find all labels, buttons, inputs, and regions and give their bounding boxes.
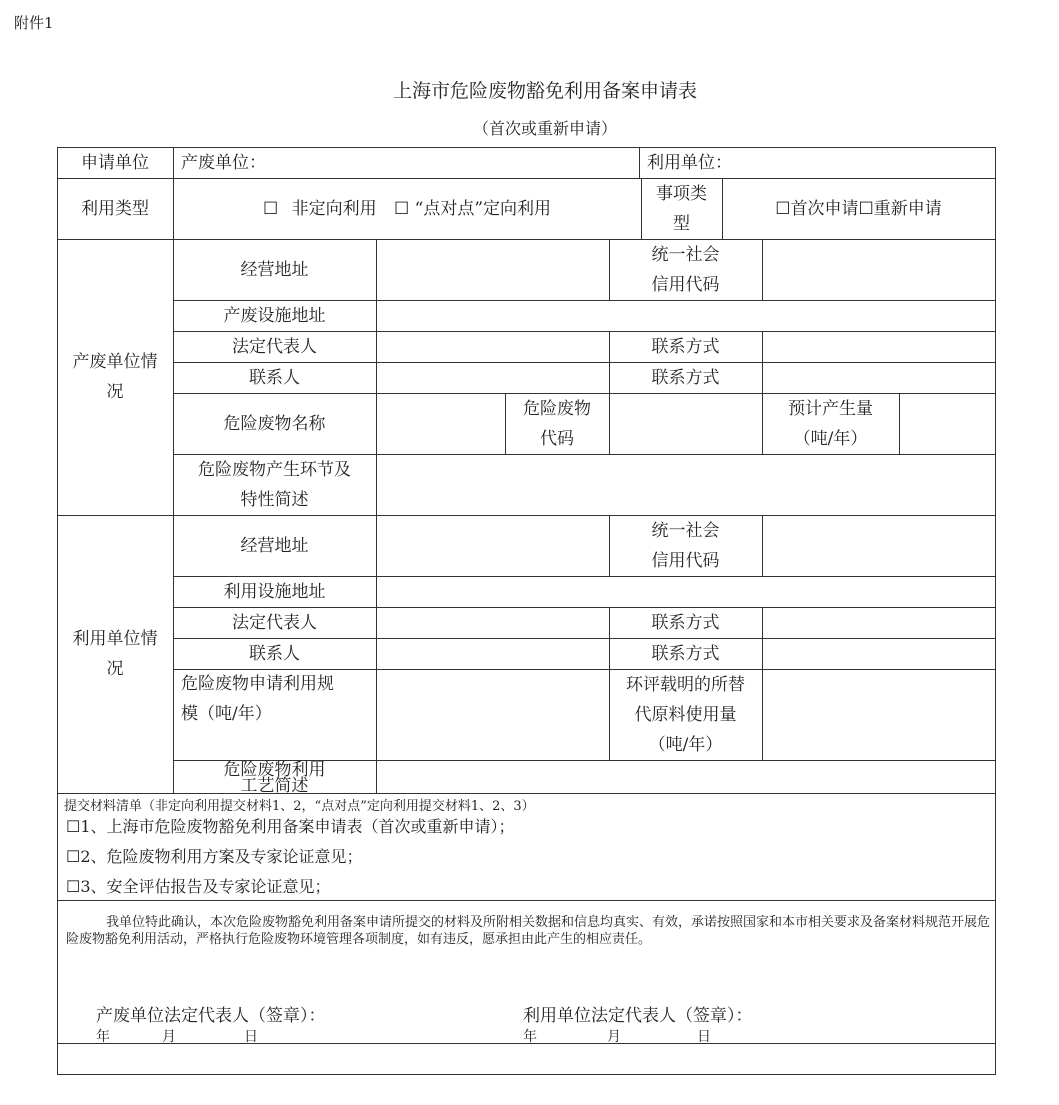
user-date-month: 月 (607, 1029, 621, 1045)
waste-name-label: 危险废物名称 (223, 413, 326, 434)
utilization-type-options (173, 178, 641, 239)
user-signature-date (523, 1026, 711, 1046)
user-credit-code-field[interactable] (762, 515, 995, 576)
craft-description-line2: 工艺简述 (240, 775, 309, 796)
utilization-scale-label (173, 669, 376, 760)
user-section-label-line1: 利用单位情 (72, 629, 158, 649)
waste-name-field[interactable] (376, 393, 505, 454)
declaration-text: 我单位特此确认，本次危险废物豁免利用备案申请所提交的材料及所附相关数据和信息均真实、有效，承诺按照国家和本市相关要求及备案材料规范开展危险废物豁免利用活动，严格执行危险废物环境管理各项制度，如有违反，愿承担由此产生的相应责任。 (66, 915, 991, 947)
matter-type-line2: 型 (673, 213, 690, 234)
replaced-material-line3: （吨/年） (648, 734, 723, 755)
producer-unit-field[interactable]: 产废单位： (181, 152, 266, 173)
material-2-checkbox[interactable]: ☐ (66, 847, 81, 866)
producer-contact-person-field[interactable] (376, 362, 609, 393)
first-application-checkbox[interactable]: ☐ (775, 198, 791, 219)
producer-legal-rep-contact-label: 联系方式 (651, 336, 720, 357)
estimated-output-line2: （吨/年） (793, 428, 868, 449)
non-directional-label: 非定向利用 (291, 198, 377, 219)
matter-type-options (722, 178, 995, 239)
producer-facility-address-field[interactable] (376, 300, 995, 331)
producer-section-label-line1: 产废单位情 (72, 352, 158, 372)
re-application-checkbox[interactable]: ☐ (858, 198, 874, 219)
user-date-year: 年 (523, 1029, 537, 1045)
form-subtitle: （首次或重新申请） (472, 119, 617, 138)
user-contact-person-label: 联系人 (249, 643, 300, 664)
first-application-label: 首次申请 (790, 198, 859, 219)
producer-address-field[interactable] (376, 239, 609, 300)
estimated-output-field[interactable] (899, 393, 995, 454)
matter-type-label (641, 178, 722, 239)
producer-signature-date (96, 1026, 258, 1046)
user-legal-rep-contact-label: 联系方式 (651, 612, 720, 633)
producer-section-label (57, 239, 173, 515)
replaced-material-line1: 环评载明的所替 (626, 674, 745, 695)
user-contact-method-label: 联系方式 (651, 643, 720, 664)
waste-process-field[interactable] (376, 454, 995, 515)
craft-description-line1: 危险废物利用 (223, 759, 326, 780)
user-credit-code-label (609, 515, 762, 576)
producer-section-label-line2: 况 (106, 382, 124, 402)
attachment-label: 附件1 (14, 14, 54, 32)
waste-code-field[interactable] (609, 393, 762, 454)
user-legal-rep-field[interactable] (376, 607, 609, 638)
waste-process-line2: 特性简述 (240, 489, 309, 510)
utilization-scale-line2: 模（吨/年） (181, 704, 272, 724)
matter-type-line1: 事项类 (656, 183, 707, 204)
waste-code-line1: 危险废物 (523, 398, 591, 419)
craft-description-label (173, 759, 376, 796)
user-section-label-line2: 况 (106, 659, 124, 679)
user-facility-address-field[interactable] (376, 576, 995, 607)
waste-process-line1: 危险废物产生环节及 (198, 459, 351, 480)
material-3-checkbox[interactable]: ☐ (66, 877, 81, 896)
user-address-label: 经营地址 (240, 535, 309, 556)
applicant-unit-label: 申请单位 (81, 152, 149, 173)
user-contact-method-field[interactable] (762, 638, 995, 669)
producer-address-label: 经营地址 (240, 259, 309, 280)
form-title: 上海市危险废物豁免利用备案申请表 (392, 80, 697, 102)
bottom-blank-row (58, 1044, 995, 1074)
waste-code-line2: 代码 (540, 428, 574, 449)
user-legal-rep-label: 法定代表人 (232, 612, 317, 633)
user-section-label (57, 515, 173, 793)
replaced-material-label (609, 669, 762, 760)
producer-credit-line1: 统一社会 (651, 244, 720, 265)
producer-credit-code-label (609, 239, 762, 300)
user-address-field[interactable] (376, 515, 609, 576)
material-3-label: 3、安全评估报告及专家论证意见； (80, 877, 331, 896)
user-signature-label: 利用单位法定代表人（签章）： (523, 1006, 753, 1026)
user-unit-field[interactable]: 利用单位： (647, 152, 732, 173)
utilization-type-label: 利用类型 (81, 198, 149, 219)
producer-contact-method-label: 联系方式 (651, 367, 720, 388)
materials-header: 提交材料清单（非定向利用提交材料1、2，“点对点”定向利用提交材料1、2、3） (64, 799, 535, 814)
producer-contact-method-field[interactable] (762, 362, 995, 393)
replaced-material-field[interactable] (762, 669, 995, 760)
producer-facility-address-label: 产废设施地址 (223, 305, 326, 326)
material-2-label: 2、危险废物利用方案及专家论证意见； (80, 847, 363, 866)
utilization-scale-line1: 危险废物申请利用规 (181, 674, 334, 694)
non-directional-checkbox[interactable]: ☐ (262, 198, 279, 219)
estimated-output-line1: 预计产生量 (788, 398, 873, 419)
point-to-point-label: “点对点”定向利用 (414, 198, 552, 219)
craft-description-field[interactable] (376, 760, 995, 793)
producer-contact-person-label: 联系人 (249, 367, 300, 388)
material-item-3 (66, 874, 331, 897)
estimated-output-label (762, 393, 899, 454)
producer-date-year: 年 (96, 1029, 110, 1045)
user-credit-line2: 信用代码 (651, 550, 720, 571)
producer-credit-line2: 信用代码 (651, 274, 720, 295)
user-contact-person-field[interactable] (376, 638, 609, 669)
material-1-label: 1、上海市危险废物豁免利用备案申请表（首次或重新申请）； (80, 817, 515, 836)
material-item-1 (66, 814, 515, 837)
waste-code-label (505, 393, 609, 454)
producer-legal-rep-contact-field[interactable] (762, 331, 995, 362)
utilization-scale-field[interactable] (376, 669, 609, 760)
producer-date-month: 月 (162, 1029, 176, 1045)
waste-process-label (173, 454, 376, 515)
producer-legal-rep-field[interactable] (376, 331, 609, 362)
replaced-material-line2: 代原料使用量 (634, 704, 737, 725)
producer-signature-label: 产废单位法定代表人（签章）： (96, 1006, 326, 1026)
producer-credit-code-field[interactable] (762, 239, 995, 300)
point-to-point-checkbox[interactable]: ☐ (394, 198, 410, 219)
user-date-day: 日 (697, 1029, 711, 1045)
material-item-2 (66, 844, 363, 867)
user-credit-line1: 统一社会 (651, 520, 720, 541)
user-legal-rep-contact-field[interactable] (762, 607, 995, 638)
material-1-checkbox[interactable]: ☐ (66, 817, 81, 836)
producer-date-day: 日 (244, 1029, 258, 1045)
user-facility-address-label: 利用设施地址 (223, 581, 326, 602)
producer-legal-rep-label: 法定代表人 (232, 336, 317, 357)
re-application-label: 重新申请 (873, 198, 942, 219)
